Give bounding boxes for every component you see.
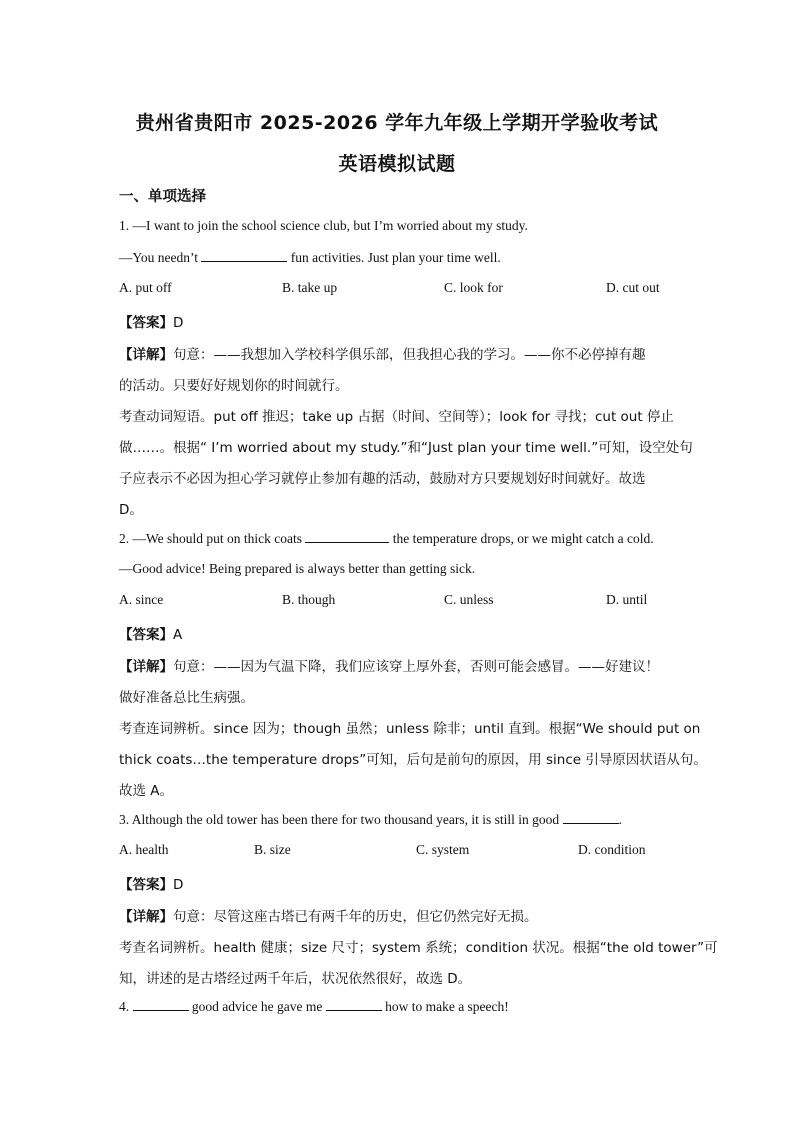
q1-detail-line-1 xyxy=(119,343,646,363)
q3-option-a: A. health xyxy=(119,842,169,857)
q3-stem-pre: 3. Although the old tower has been there for two thousand years, it is still in good xyxy=(119,812,563,827)
detail-tag: 【详解】 xyxy=(119,909,173,925)
q2-stem-line-1 xyxy=(119,530,654,547)
q3-option-c: C. system xyxy=(416,842,470,857)
q3-stem-post: . xyxy=(618,812,622,827)
q2-option-d: D. until xyxy=(606,592,648,607)
q2-detail-line-3: 考查连词辨析。since 因为；though 虽然；unless 除非；until 直到。根据“We should put on xyxy=(119,721,701,737)
q2-detail-line-4: thick coats…the temperature drops”可知，后句是前句的原因，用 since 引导原因状语从句。 xyxy=(119,752,707,768)
q1-detail-line-2: 的活动。只要好好规划你的时间就行。 xyxy=(119,378,349,394)
detail-tag: 【详解】 xyxy=(119,347,173,363)
q3-option-d: D. condition xyxy=(578,842,646,857)
q2-option-c: C. unless xyxy=(444,592,494,607)
q2-option-b: B. though xyxy=(282,592,336,607)
q1-option-c: C. look for xyxy=(444,280,503,295)
q4-stem xyxy=(119,998,509,1015)
q1-option-b: B. take up xyxy=(282,280,338,295)
q3-blank xyxy=(563,811,619,824)
q3-answer-value: D xyxy=(173,877,184,893)
q4-blank-2 xyxy=(326,998,382,1011)
q1-detail-text-1: 句意：——我想加入学校科学俱乐部，但我担心我的学习。——你不必停掉有趣 xyxy=(173,347,646,363)
q1-stem-post: fun activities. Just plan your time well. xyxy=(287,250,501,265)
q2-stem-line-2: —Good advice! Being prepared is always better than getting sick. xyxy=(119,561,476,576)
q1-detail-line-3: 考查动词短语。put off 推迟；take up 占据（时间、空间等）；look for 寻找；cut out 停止 xyxy=(119,409,674,425)
q1-stem-line-2 xyxy=(119,249,501,266)
q3-detail-line-3: 知，讲述的是古塔经过两千年后，状况依然很好，故选 D。 xyxy=(119,971,472,987)
answer-tag: 【答案】 xyxy=(119,627,173,643)
q2-stem-post: the temperature drops, or we might catch a cold. xyxy=(389,531,654,546)
q1-stem-line-1: 1. —I want to join the school science club, but I’m worried about my study. xyxy=(119,218,528,233)
q1-stem-pre: —You needn’t xyxy=(119,250,202,265)
q3-answer xyxy=(119,873,183,893)
q3-option-b: B. size xyxy=(254,842,291,857)
q1-answer-value: D xyxy=(173,315,184,331)
q1-blank xyxy=(201,249,287,262)
q3-stem xyxy=(119,811,622,828)
q2-answer xyxy=(119,623,182,643)
q1-option-a: A. put off xyxy=(119,280,172,295)
q2-answer-value: A xyxy=(173,627,183,643)
q1-detail-line-5: 子应表示不必因为担心学习就停止参加有趣的活动，鼓励对方只要规划好时间就好。故选 xyxy=(119,471,646,487)
q1-option-d: D. cut out xyxy=(606,280,660,295)
q2-detail-text-1: 句意：——因为气温下降，我们应该穿上厚外套，否则可能会感冒。——好建议！ xyxy=(173,659,659,675)
q3-detail-line-1 xyxy=(119,905,538,925)
q1-detail-line-6: D。 xyxy=(119,502,143,518)
q2-detail-line-2: 做好准备总比生病强。 xyxy=(119,690,254,706)
q4-stem-pre: 4. xyxy=(119,999,133,1014)
q4-blank-1 xyxy=(133,998,189,1011)
answer-tag: 【答案】 xyxy=(119,877,173,893)
q2-stem-pre: 2. —We should put on thick coats xyxy=(119,531,306,546)
document-title: 贵州省贵阳市 2025-2026 学年九年级上学期开学验收考试 xyxy=(135,112,659,134)
q1-detail-line-4: 做……。根据“ I’m worried about my study.”和“Just plan your time well.”可知，设空处句 xyxy=(119,440,693,456)
section-heading: 一、单项选择 xyxy=(119,189,206,205)
q4-stem-mid: good advice he gave me xyxy=(188,999,326,1014)
q1-answer xyxy=(119,311,183,331)
q2-detail-line-5: 故选 A。 xyxy=(119,783,174,799)
q4-stem-post: how to make a speech! xyxy=(381,999,509,1014)
q3-detail-line-2: 考查名词辨析。health 健康；size 尺寸；system 系统；condition 状况。根据“the old tower”可 xyxy=(119,940,718,956)
q2-detail-line-1 xyxy=(119,655,659,675)
detail-tag: 【详解】 xyxy=(119,659,173,675)
answer-tag: 【答案】 xyxy=(119,315,173,331)
q3-detail-text-1: 句意：尽管这座古塔已有两千年的历史，但它仍然完好无损。 xyxy=(173,909,538,925)
q2-blank xyxy=(305,530,389,543)
q2-option-a: A. since xyxy=(119,592,164,607)
document-subtitle: 英语模拟试题 xyxy=(338,153,456,175)
